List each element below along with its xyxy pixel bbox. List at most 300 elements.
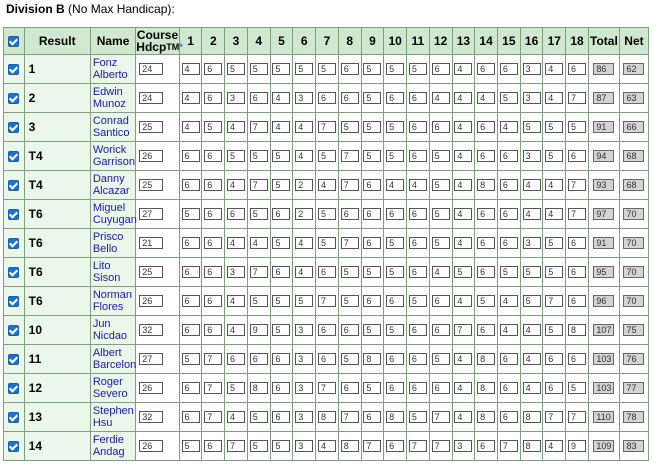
hole-16-score-input[interactable]: 4 bbox=[523, 324, 541, 336]
hole-11-score-input[interactable]: 6 bbox=[409, 353, 427, 365]
hole-15-score-input[interactable]: 6 bbox=[500, 208, 518, 220]
hole-13-score-input[interactable]: 4 bbox=[454, 208, 472, 220]
hole-11-score-input[interactable]: 6 bbox=[409, 237, 427, 249]
course-hdcp-input[interactable]: 32 bbox=[139, 411, 163, 423]
hole-1-score-input[interactable]: 6 bbox=[182, 324, 200, 336]
hole-12-score-input[interactable]: 5 bbox=[432, 353, 450, 365]
player-name-link[interactable] bbox=[90, 84, 135, 113]
hole-10-score-input[interactable]: 5 bbox=[386, 150, 404, 162]
checkbox-checked-icon[interactable] bbox=[8, 93, 19, 104]
hole-12-score-input[interactable]: 5 bbox=[432, 179, 450, 191]
hole-15-score-input[interactable]: 4 bbox=[500, 295, 518, 307]
hole-2-score-input[interactable]: 6 bbox=[204, 63, 222, 75]
hole-8-score-input[interactable]: 6 bbox=[341, 92, 359, 104]
player-name-link[interactable] bbox=[90, 287, 135, 316]
player-name-link[interactable] bbox=[90, 142, 135, 171]
hole-1-score-input[interactable]: 6 bbox=[182, 237, 200, 249]
hole-10-score-input[interactable]: 8 bbox=[386, 411, 404, 423]
course-hdcp-input[interactable]: 25 bbox=[139, 121, 163, 133]
hole-3-score-input[interactable]: 6 bbox=[227, 208, 245, 220]
course-hdcp-input[interactable]: 25 bbox=[139, 266, 163, 278]
hole-17-score-input[interactable]: 7 bbox=[545, 411, 563, 423]
hole-10-score-input[interactable]: 6 bbox=[386, 295, 404, 307]
hole-14-score-input[interactable]: 8 bbox=[477, 353, 495, 365]
hole-5-score-input[interactable]: 6 bbox=[272, 382, 290, 394]
player-name-link[interactable] bbox=[90, 432, 135, 461]
player-first-name[interactable]: Stephen bbox=[92, 405, 134, 417]
hole-10-score-input[interactable]: 6 bbox=[386, 92, 404, 104]
checkbox-checked-icon[interactable] bbox=[8, 354, 19, 365]
course-hdcp-input[interactable]: 27 bbox=[139, 208, 163, 220]
hole-9-score-input[interactable]: 5 bbox=[363, 63, 381, 75]
hole-3-score-input[interactable]: 4 bbox=[227, 121, 245, 133]
hole-12-score-input[interactable]: 6 bbox=[432, 295, 450, 307]
hole-18-score-input[interactable]: 6 bbox=[568, 237, 586, 249]
player-name-link[interactable] bbox=[90, 374, 135, 403]
player-last-name[interactable]: Hsu bbox=[92, 417, 113, 429]
hole-13-score-input[interactable]: 4 bbox=[454, 179, 472, 191]
player-first-name[interactable]: Prisco bbox=[92, 231, 124, 243]
hole-7-score-input[interactable]: 6 bbox=[318, 353, 336, 365]
hole-6-score-input[interactable]: 4 bbox=[295, 237, 313, 249]
hole-2-score-input[interactable]: 7 bbox=[204, 411, 222, 423]
hole-2-score-input[interactable]: 6 bbox=[204, 208, 222, 220]
player-first-name[interactable]: Lito bbox=[92, 260, 111, 272]
hole-15-score-input[interactable]: 6 bbox=[500, 63, 518, 75]
hole-14-score-input[interactable]: 5 bbox=[477, 295, 495, 307]
hole-2-score-input[interactable]: 6 bbox=[204, 324, 222, 336]
hole-15-score-input[interactable]: 6 bbox=[500, 382, 518, 394]
hole-9-score-input[interactable]: 5 bbox=[363, 92, 381, 104]
hole-10-score-input[interactable]: 4 bbox=[386, 179, 404, 191]
hole-15-score-input[interactable]: 6 bbox=[500, 237, 518, 249]
hole-17-score-input[interactable]: 6 bbox=[545, 353, 563, 365]
hole-1-score-input[interactable]: 5 bbox=[182, 353, 200, 365]
hole-1-score-input[interactable]: 6 bbox=[182, 295, 200, 307]
hole-13-score-input[interactable]: 4 bbox=[454, 353, 472, 365]
hole-12-score-input[interactable]: 6 bbox=[432, 324, 450, 336]
hole-9-score-input[interactable]: 6 bbox=[363, 208, 381, 220]
player-name-link[interactable] bbox=[90, 403, 135, 432]
hole-16-score-input[interactable]: 8 bbox=[523, 440, 541, 452]
hole-6-score-input[interactable]: 3 bbox=[295, 324, 313, 336]
hole-5-score-input[interactable]: 6 bbox=[272, 266, 290, 278]
hole-4-score-input[interactable]: 7 bbox=[250, 179, 268, 191]
player-last-name[interactable]: Alberto bbox=[92, 69, 128, 81]
hole-6-score-input[interactable]: 3 bbox=[295, 382, 313, 394]
hole-18-score-input[interactable]: 7 bbox=[568, 92, 586, 104]
hole-12-score-input[interactable]: 6 bbox=[432, 63, 450, 75]
hole-12-score-input[interactable]: 5 bbox=[432, 150, 450, 162]
hole-7-score-input[interactable]: 5 bbox=[318, 237, 336, 249]
hole-12-score-input[interactable]: 7 bbox=[432, 440, 450, 452]
hole-7-score-input[interactable]: 4 bbox=[318, 179, 336, 191]
checkbox-checked-icon[interactable] bbox=[8, 296, 19, 307]
course-hdcp-input[interactable]: 27 bbox=[139, 353, 163, 365]
hole-17-score-input[interactable]: 4 bbox=[545, 63, 563, 75]
hole-14-score-input[interactable]: 6 bbox=[477, 266, 495, 278]
checkbox-checked-icon[interactable] bbox=[8, 180, 19, 191]
hole-15-score-input[interactable]: 4 bbox=[500, 324, 518, 336]
hole-11-score-input[interactable]: 7 bbox=[409, 440, 427, 452]
hole-5-score-input[interactable]: 5 bbox=[272, 295, 290, 307]
hole-18-score-input[interactable]: 8 bbox=[568, 324, 586, 336]
hole-2-score-input[interactable]: 7 bbox=[204, 353, 222, 365]
course-hdcp-input[interactable]: 21 bbox=[139, 237, 163, 249]
hole-8-score-input[interactable]: 6 bbox=[341, 208, 359, 220]
hole-2-score-input[interactable]: 6 bbox=[204, 266, 222, 278]
hole-13-score-input[interactable]: 4 bbox=[454, 382, 472, 394]
player-name-link[interactable] bbox=[90, 171, 135, 200]
hole-7-score-input[interactable]: 8 bbox=[318, 411, 336, 423]
player-first-name[interactable]: Fonz bbox=[92, 57, 118, 69]
player-first-name[interactable]: Albert bbox=[92, 347, 122, 359]
hole-10-score-input[interactable]: 5 bbox=[386, 63, 404, 75]
player-last-name[interactable]: Cuyugan bbox=[92, 214, 137, 226]
hole-6-score-input[interactable]: 5 bbox=[295, 295, 313, 307]
hole-2-score-input[interactable]: 6 bbox=[204, 92, 222, 104]
hole-3-score-input[interactable]: 3 bbox=[227, 266, 245, 278]
player-last-name[interactable]: Nicdao bbox=[92, 330, 128, 342]
hole-3-score-input[interactable]: 4 bbox=[227, 179, 245, 191]
hole-14-score-input[interactable]: 6 bbox=[477, 150, 495, 162]
hole-13-score-input[interactable]: 4 bbox=[454, 237, 472, 249]
checkbox-checked-icon[interactable] bbox=[8, 122, 19, 133]
player-first-name[interactable]: Miguel bbox=[92, 202, 126, 214]
player-name-link[interactable] bbox=[90, 258, 135, 287]
hole-2-score-input[interactable]: 6 bbox=[204, 237, 222, 249]
hole-11-score-input[interactable]: 4 bbox=[409, 179, 427, 191]
hole-17-score-input[interactable]: 4 bbox=[545, 179, 563, 191]
hole-5-score-input[interactable]: 5 bbox=[272, 237, 290, 249]
hole-15-score-input[interactable]: 5 bbox=[500, 266, 518, 278]
player-last-name[interactable]: Santico bbox=[92, 127, 130, 139]
hole-8-score-input[interactable]: 5 bbox=[341, 295, 359, 307]
hole-4-score-input[interactable]: 6 bbox=[250, 92, 268, 104]
hole-4-score-input[interactable]: 8 bbox=[250, 382, 268, 394]
player-first-name[interactable]: Conrad bbox=[92, 115, 129, 127]
hole-3-score-input[interactable]: 4 bbox=[227, 237, 245, 249]
course-hdcp-input[interactable]: 25 bbox=[139, 179, 163, 191]
hole-3-score-input[interactable]: 3 bbox=[227, 92, 245, 104]
hole-2-score-input[interactable]: 6 bbox=[204, 295, 222, 307]
hole-18-score-input[interactable]: 5 bbox=[568, 121, 586, 133]
hole-18-score-input[interactable]: 6 bbox=[568, 150, 586, 162]
hole-6-score-input[interactable]: 4 bbox=[295, 266, 313, 278]
hole-1-score-input[interactable]: 4 bbox=[182, 121, 200, 133]
hole-1-score-input[interactable]: 6 bbox=[182, 150, 200, 162]
hole-17-score-input[interactable]: 5 bbox=[545, 237, 563, 249]
hole-14-score-input[interactable]: 8 bbox=[477, 411, 495, 423]
hole-7-score-input[interactable]: 5 bbox=[318, 63, 336, 75]
hole-3-score-input[interactable]: 4 bbox=[227, 324, 245, 336]
hole-1-score-input[interactable]: 6 bbox=[182, 382, 200, 394]
hole-16-score-input[interactable]: 4 bbox=[523, 382, 541, 394]
hole-14-score-input[interactable]: 6 bbox=[477, 121, 495, 133]
player-last-name[interactable]: Flores bbox=[92, 301, 124, 313]
hole-9-score-input[interactable]: 6 bbox=[363, 295, 381, 307]
hole-5-score-input[interactable]: 5 bbox=[272, 179, 290, 191]
hole-6-score-input[interactable]: 3 bbox=[295, 353, 313, 365]
hole-16-score-input[interactable]: 3 bbox=[523, 63, 541, 75]
hole-1-score-input[interactable]: 5 bbox=[182, 208, 200, 220]
hole-5-score-input[interactable]: 6 bbox=[272, 208, 290, 220]
hole-15-score-input[interactable]: 6 bbox=[500, 150, 518, 162]
hole-9-score-input[interactable]: 6 bbox=[363, 237, 381, 249]
hole-11-score-input[interactable]: 5 bbox=[409, 411, 427, 423]
hole-3-score-input[interactable]: 4 bbox=[227, 411, 245, 423]
course-hdcp-input[interactable]: 26 bbox=[139, 295, 163, 307]
hole-6-score-input[interactable]: 3 bbox=[295, 92, 313, 104]
checkbox-checked-icon[interactable] bbox=[8, 441, 19, 452]
hole-3-score-input[interactable]: 5 bbox=[227, 150, 245, 162]
checkbox-checked-icon[interactable] bbox=[8, 267, 19, 278]
hole-6-score-input[interactable]: 2 bbox=[295, 179, 313, 191]
hole-10-score-input[interactable]: 6 bbox=[386, 208, 404, 220]
hole-18-score-input[interactable]: 6 bbox=[568, 295, 586, 307]
hole-11-score-input[interactable]: 6 bbox=[409, 150, 427, 162]
hole-17-score-input[interactable]: 7 bbox=[545, 295, 563, 307]
hole-9-score-input[interactable]: 7 bbox=[363, 440, 381, 452]
hole-9-score-input[interactable]: 6 bbox=[363, 179, 381, 191]
hole-1-score-input[interactable]: 4 bbox=[182, 92, 200, 104]
hole-2-score-input[interactable]: 6 bbox=[204, 440, 222, 452]
player-last-name[interactable]: Munoz bbox=[92, 98, 126, 110]
hole-16-score-input[interactable]: 5 bbox=[523, 295, 541, 307]
hole-5-score-input[interactable]: 4 bbox=[272, 121, 290, 133]
hole-8-score-input[interactable]: 6 bbox=[341, 382, 359, 394]
hole-8-score-input[interactable]: 7 bbox=[341, 179, 359, 191]
hole-13-score-input[interactable]: 5 bbox=[454, 266, 472, 278]
hole-18-score-input[interactable]: 7 bbox=[568, 179, 586, 191]
hole-16-score-input[interactable]: 5 bbox=[523, 266, 541, 278]
hole-4-score-input[interactable]: 5 bbox=[250, 411, 268, 423]
hole-5-score-input[interactable]: 5 bbox=[272, 63, 290, 75]
hole-10-score-input[interactable]: 5 bbox=[386, 121, 404, 133]
course-hdcp-input[interactable]: 26 bbox=[139, 150, 163, 162]
hole-2-score-input[interactable]: 6 bbox=[204, 150, 222, 162]
hole-13-score-input[interactable]: 4 bbox=[454, 411, 472, 423]
hole-4-score-input[interactable]: 7 bbox=[250, 266, 268, 278]
hole-9-score-input[interactable]: 5 bbox=[363, 121, 381, 133]
hole-4-score-input[interactable]: 9 bbox=[250, 324, 268, 336]
hole-12-score-input[interactable]: 4 bbox=[432, 92, 450, 104]
hole-6-score-input[interactable]: 3 bbox=[295, 440, 313, 452]
hole-4-score-input[interactable]: 5 bbox=[250, 295, 268, 307]
hole-17-score-input[interactable]: 6 bbox=[545, 382, 563, 394]
hole-4-score-input[interactable]: 5 bbox=[250, 63, 268, 75]
hole-5-score-input[interactable]: 5 bbox=[272, 324, 290, 336]
hole-14-score-input[interactable]: 4 bbox=[477, 92, 495, 104]
hole-14-score-input[interactable]: 6 bbox=[477, 63, 495, 75]
hole-16-score-input[interactable]: 4 bbox=[523, 353, 541, 365]
player-name-link[interactable] bbox=[90, 113, 135, 142]
hole-16-score-input[interactable]: 4 bbox=[523, 208, 541, 220]
hole-18-score-input[interactable]: 7 bbox=[568, 411, 586, 423]
hole-2-score-input[interactable]: 6 bbox=[204, 179, 222, 191]
player-last-name[interactable]: Garrison bbox=[92, 156, 135, 168]
hole-5-score-input[interactable]: 6 bbox=[272, 353, 290, 365]
hole-15-score-input[interactable]: 4 bbox=[500, 121, 518, 133]
player-first-name[interactable]: Edwin bbox=[92, 86, 123, 98]
hole-17-score-input[interactable]: 5 bbox=[545, 150, 563, 162]
hole-3-score-input[interactable]: 5 bbox=[227, 63, 245, 75]
hole-13-score-input[interactable]: 3 bbox=[454, 440, 472, 452]
hole-10-score-input[interactable]: 5 bbox=[386, 324, 404, 336]
hole-8-score-input[interactable]: 6 bbox=[341, 324, 359, 336]
hole-18-score-input[interactable]: 6 bbox=[568, 63, 586, 75]
hole-10-score-input[interactable]: 5 bbox=[386, 237, 404, 249]
hole-6-score-input[interactable]: 5 bbox=[295, 63, 313, 75]
course-hdcp-input[interactable]: 24 bbox=[139, 63, 163, 75]
hole-8-score-input[interactable]: 8 bbox=[341, 440, 359, 452]
player-first-name[interactable]: Norman bbox=[92, 289, 132, 301]
hole-4-score-input[interactable]: 4 bbox=[250, 237, 268, 249]
hole-14-score-input[interactable]: 6 bbox=[477, 440, 495, 452]
hole-8-score-input[interactable]: 5 bbox=[341, 121, 359, 133]
hole-4-score-input[interactable]: 7 bbox=[250, 121, 268, 133]
hole-8-score-input[interactable]: 5 bbox=[341, 353, 359, 365]
hole-11-score-input[interactable]: 6 bbox=[409, 92, 427, 104]
hole-10-score-input[interactable]: 5 bbox=[386, 266, 404, 278]
hole-8-score-input[interactable]: 7 bbox=[341, 237, 359, 249]
hole-12-score-input[interactable]: 5 bbox=[432, 208, 450, 220]
hole-7-score-input[interactable]: 7 bbox=[318, 295, 336, 307]
hole-13-score-input[interactable]: 7 bbox=[454, 324, 472, 336]
hole-1-score-input[interactable]: 5 bbox=[182, 440, 200, 452]
course-hdcp-input[interactable]: 24 bbox=[139, 92, 163, 104]
hole-13-score-input[interactable]: 4 bbox=[454, 92, 472, 104]
player-name-link[interactable] bbox=[90, 229, 135, 258]
hole-1-score-input[interactable]: 6 bbox=[182, 266, 200, 278]
hole-9-score-input[interactable]: 5 bbox=[363, 266, 381, 278]
hole-1-score-input[interactable]: 6 bbox=[182, 179, 200, 191]
checkbox-checked-icon[interactable] bbox=[8, 36, 19, 47]
hole-1-score-input[interactable]: 4 bbox=[182, 63, 200, 75]
hole-7-score-input[interactable]: 5 bbox=[318, 208, 336, 220]
hole-10-score-input[interactable]: 6 bbox=[386, 382, 404, 394]
hole-11-score-input[interactable]: 6 bbox=[409, 382, 427, 394]
hole-14-score-input[interactable]: 8 bbox=[477, 179, 495, 191]
checkbox-checked-icon[interactable] bbox=[8, 383, 19, 394]
hole-18-score-input[interactable]: 6 bbox=[568, 353, 586, 365]
hole-16-score-input[interactable]: 3 bbox=[523, 92, 541, 104]
hole-7-score-input[interactable]: 6 bbox=[318, 324, 336, 336]
hole-4-score-input[interactable]: 5 bbox=[250, 440, 268, 452]
hole-9-score-input[interactable]: 5 bbox=[363, 382, 381, 394]
hole-6-score-input[interactable]: 2 bbox=[295, 208, 313, 220]
hole-3-score-input[interactable]: 7 bbox=[227, 440, 245, 452]
hole-14-score-input[interactable]: 8 bbox=[477, 382, 495, 394]
hole-11-score-input[interactable]: 6 bbox=[409, 266, 427, 278]
hole-8-score-input[interactable]: 7 bbox=[341, 150, 359, 162]
player-last-name[interactable]: Alcazar bbox=[92, 185, 130, 197]
hole-18-score-input[interactable]: 5 bbox=[568, 382, 586, 394]
hole-11-score-input[interactable]: 6 bbox=[409, 324, 427, 336]
hole-12-score-input[interactable]: 4 bbox=[432, 266, 450, 278]
hole-9-score-input[interactable]: 5 bbox=[363, 324, 381, 336]
hole-13-score-input[interactable]: 4 bbox=[454, 63, 472, 75]
hole-16-score-input[interactable]: 5 bbox=[523, 121, 541, 133]
player-name-link[interactable] bbox=[90, 55, 135, 84]
player-first-name[interactable]: Roger bbox=[92, 376, 123, 388]
hole-9-score-input[interactable]: 6 bbox=[363, 411, 381, 423]
hole-13-score-input[interactable]: 4 bbox=[454, 121, 472, 133]
hole-16-score-input[interactable]: 8 bbox=[523, 411, 541, 423]
hole-3-score-input[interactable]: 5 bbox=[227, 382, 245, 394]
checkbox-checked-icon[interactable] bbox=[8, 325, 19, 336]
hole-6-score-input[interactable]: 4 bbox=[295, 150, 313, 162]
player-last-name[interactable]: Bello bbox=[92, 243, 118, 255]
hole-11-score-input[interactable]: 6 bbox=[409, 208, 427, 220]
checkbox-checked-icon[interactable] bbox=[8, 209, 19, 220]
player-first-name[interactable]: Worick bbox=[92, 144, 127, 156]
hole-7-score-input[interactable]: 5 bbox=[318, 150, 336, 162]
checkbox-checked-icon[interactable] bbox=[8, 412, 19, 423]
hole-18-score-input[interactable]: 7 bbox=[568, 208, 586, 220]
hole-8-score-input[interactable]: 7 bbox=[341, 411, 359, 423]
course-hdcp-input[interactable]: 26 bbox=[139, 382, 163, 394]
hole-14-score-input[interactable]: 6 bbox=[477, 208, 495, 220]
player-last-name[interactable]: Sison bbox=[92, 272, 121, 284]
hole-13-score-input[interactable]: 4 bbox=[454, 150, 472, 162]
hole-11-score-input[interactable]: 5 bbox=[409, 295, 427, 307]
hole-12-score-input[interactable]: 6 bbox=[432, 121, 450, 133]
hole-6-score-input[interactable]: 4 bbox=[295, 121, 313, 133]
hole-16-score-input[interactable]: 3 bbox=[523, 237, 541, 249]
hole-17-score-input[interactable]: 4 bbox=[545, 92, 563, 104]
player-first-name[interactable]: Danny bbox=[92, 173, 125, 185]
hole-15-score-input[interactable]: 5 bbox=[500, 92, 518, 104]
hole-6-score-input[interactable]: 3 bbox=[295, 411, 313, 423]
hole-3-score-input[interactable]: 4 bbox=[227, 295, 245, 307]
hole-16-score-input[interactable]: 4 bbox=[523, 179, 541, 191]
hole-12-score-input[interactable]: 5 bbox=[432, 237, 450, 249]
hole-18-score-input[interactable]: 6 bbox=[568, 266, 586, 278]
hole-3-score-input[interactable]: 6 bbox=[227, 353, 245, 365]
checkbox-checked-icon[interactable] bbox=[8, 64, 19, 75]
hole-16-score-input[interactable]: 3 bbox=[523, 150, 541, 162]
hole-9-score-input[interactable]: 5 bbox=[363, 150, 381, 162]
player-name-link[interactable] bbox=[90, 345, 135, 374]
course-hdcp-input[interactable]: 32 bbox=[139, 324, 163, 336]
hole-2-score-input[interactable]: 5 bbox=[204, 121, 222, 133]
hole-13-score-input[interactable]: 4 bbox=[454, 295, 472, 307]
hole-10-score-input[interactable]: 6 bbox=[386, 353, 404, 365]
player-name-link[interactable] bbox=[90, 200, 135, 229]
player-name-link[interactable] bbox=[90, 316, 135, 345]
hole-4-score-input[interactable]: 5 bbox=[250, 150, 268, 162]
player-last-name[interactable]: Barcelon bbox=[92, 359, 137, 371]
hole-8-score-input[interactable]: 6 bbox=[341, 63, 359, 75]
hole-12-score-input[interactable]: 7 bbox=[432, 411, 450, 423]
player-first-name[interactable]: Ferdie bbox=[92, 434, 124, 446]
hole-15-score-input[interactable]: 6 bbox=[500, 411, 518, 423]
hole-7-score-input[interactable]: 6 bbox=[318, 92, 336, 104]
hole-17-score-input[interactable]: 4 bbox=[545, 440, 563, 452]
hole-5-score-input[interactable]: 4 bbox=[272, 92, 290, 104]
course-hdcp-input[interactable]: 26 bbox=[139, 440, 163, 452]
player-last-name[interactable]: Severo bbox=[92, 388, 128, 400]
hole-5-score-input[interactable]: 5 bbox=[272, 150, 290, 162]
hole-11-score-input[interactable]: 5 bbox=[409, 63, 427, 75]
hole-14-score-input[interactable]: 6 bbox=[477, 237, 495, 249]
hole-17-score-input[interactable]: 5 bbox=[545, 324, 563, 336]
checkbox-checked-icon[interactable] bbox=[8, 238, 19, 249]
hole-4-score-input[interactable]: 6 bbox=[250, 353, 268, 365]
player-last-name[interactable]: Andag bbox=[92, 446, 125, 458]
hole-4-score-input[interactable]: 5 bbox=[250, 208, 268, 220]
